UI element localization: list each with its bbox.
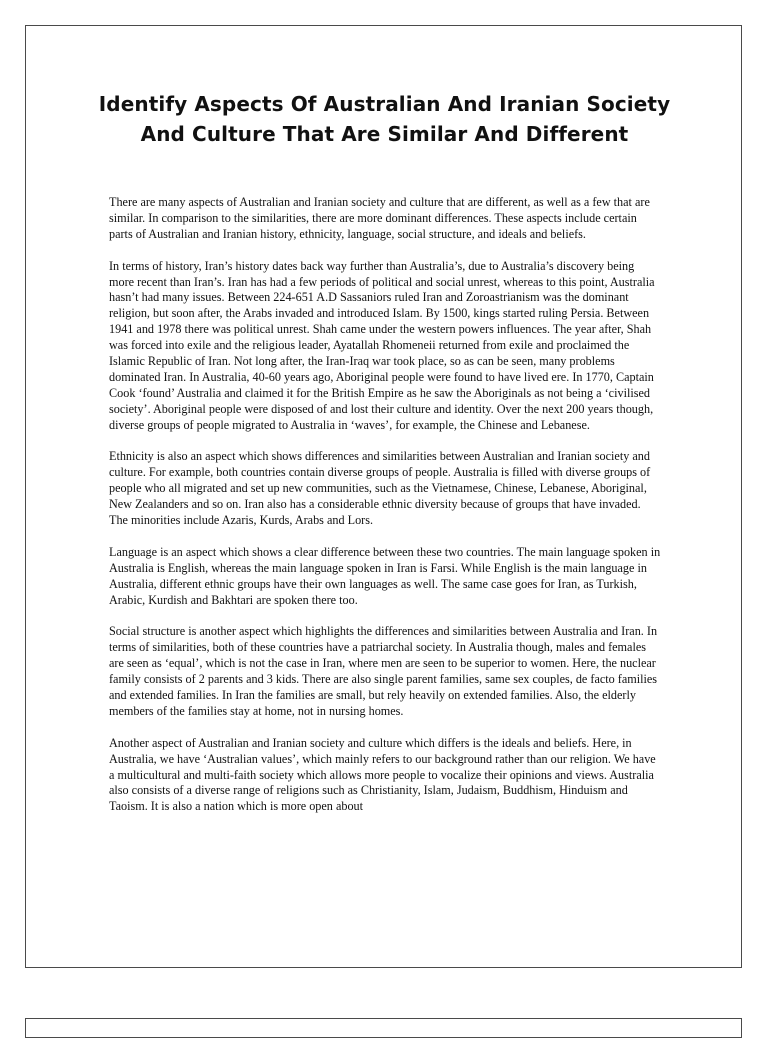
paragraph-ethnicity: Ethnicity is also an aspect which shows differences and similarities between Australian and Iranian society and culture. For example, both countries contain diverse groups of people. Australia is filled with diverse groups of people who all migrated and set up new communities, such as the Vietnamese, Chinese, Lebanese, Aboriginal, New Zealanders and so on. Iran also has a considerable ethnic diversity because of groups that have invaded. The minorities include Azaris, Kurds, Arabs and Lors.: [109, 449, 651, 528]
paragraph-introduction: There are many aspects of Australian and Iranian society and culture that are different, as well as a few that are similar. In comparison to the similarities, there are more dominant differences. These aspects include certain parts of Australian and Iranian history, ethnicity, language, social structure, and ideals and beliefs.: [109, 195, 650, 241]
document-page: [25, 25, 742, 968]
document-title: Identify Aspects Of Australian And Iranian Society And Culture That Are Similar And Different: [98, 92, 671, 146]
paragraph-social-structure: Social structure is another aspect which highlights the differences and similarities between Australia and Iran. In terms of similarities, both of these countries have a patriarchal society. In Australia though, males and females are seen as ‘equal’, which is not the case in Iran, where men are seen to be superior to women. Here, the nuclear family consists of 2 parents and 3 kids. There are also single parent families, same sex couples, de facto families and extended families. In Iran the families are small, but rely heavily on extended families. Also, the elderly members of the families stay at home, not in nursing homes.: [109, 624, 658, 718]
document-body: [109, 195, 661, 831]
paragraph-history: In terms of history, Iran’s history dates back way further than Australia’s, due to Australia’s discovery being more recent than Iran’s. Iran has had a few periods of political and social unrest, whereas to this point, Australia hasn’t had many issues. Between 224-651 A.D Sassaniors ruled Iran and Zoroastrianism was the dominant religion, but soon after, the Arabs invaded and introduced Islam. By 1500, kings started ruling Persia. Between 1941 and 1978 there was political unrest. Shah came under the western powers influences. The year after, Shah was forced into exile and the religious leader, Ayatallah Rhomeneii returned from exile and proclaimed the Islamic Republic of Iran. Not long after, the Iran-Iraq war took place, so as can be seen, many problems dominated Iran. In Australia, 40-60 years ago, Aboriginal people were found to have lived ere. In 1770, Captain Cook ‘found’ Australia and claimed it for the British Empire as he saw the Aboriginals as not being a ‘civilised society’. Aboriginal people were disposed of and lost their culture and identity. Over the next 200 years though, diverse groups of people migrated to Australia in ‘waves’, for example, the Chinese and Lebanese.: [109, 258, 655, 432]
next-page-edge: [25, 1018, 742, 1038]
paragraph-language: Language is an aspect which shows a clear difference between these two countries. The main language spoken in Australia is English, whereas the main language spoken in Iran is Farsi. While English is the main language in Australia, different ethnic groups have their own languages as well. The same case goes for Iran, as Turkish, Arabic, Kurdish and Bakhtari are spoken there too.: [109, 544, 661, 607]
paragraph-ideals-beliefs: Another aspect of Australian and Iranian society and culture which differs is the ideals and beliefs. Here, in Australia, we have ‘Australian values’, which mainly refers to our background rather than our religion. We have a multicultural and multi-faith society which allows more people to vocalize their opinions and views. Australia also consists of a diverse range of religions such as Christianity, Islam, Judaism, Buddhism, Hinduism and Taoism. It is also a nation which is more open about: [109, 735, 656, 814]
